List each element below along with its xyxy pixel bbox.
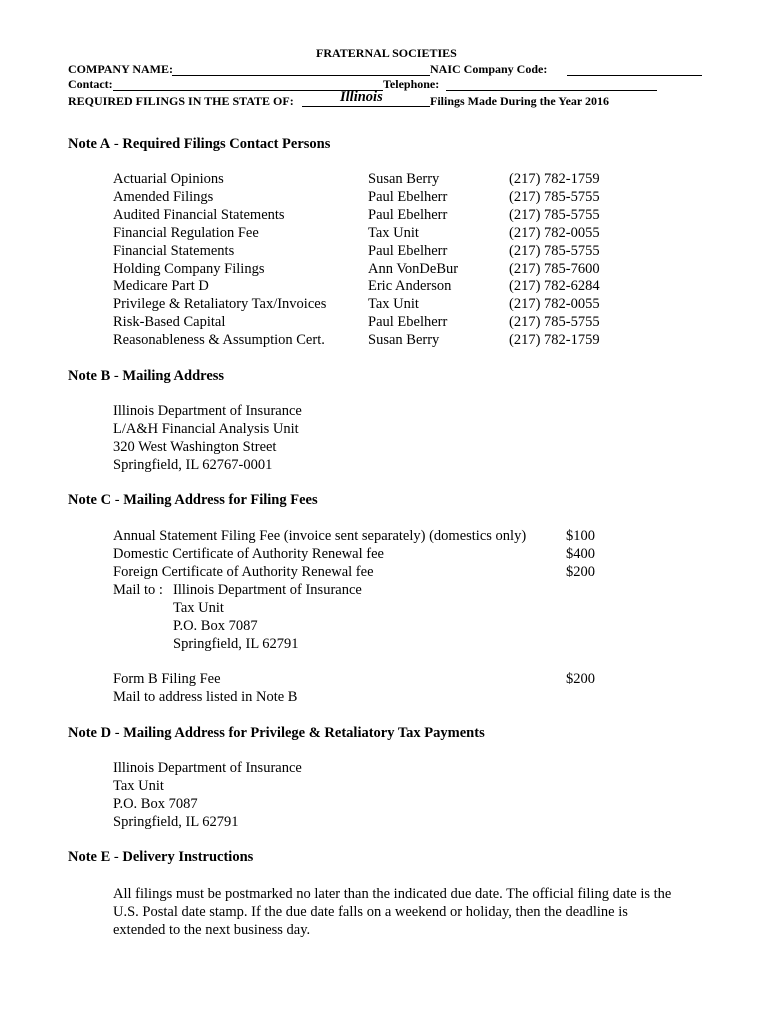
mail-to-row <box>113 582 713 600</box>
note-a-title: Required Filings Contact Persons <box>122 136 331 152</box>
note-d-heading: Note D - Mailing Address for Privilege & Retaliatory Tax Payments <box>68 725 485 741</box>
contact-phone: (217) 782-1759 <box>509 171 600 187</box>
contact-name: Tax Unit <box>368 296 419 313</box>
note-b-letter: Note B <box>68 368 111 384</box>
instruction-line: extended to the next business day. <box>113 922 311 938</box>
filing-name: Audited Financial Statements <box>113 206 285 223</box>
filing-name: Financial Regulation Fee <box>113 224 259 241</box>
note-e-heading: Note E - Delivery Instructions <box>68 849 254 865</box>
address-line: Tax Unit <box>113 777 164 794</box>
note-a-heading: Note A - Required Filings Contact Persons <box>68 136 331 152</box>
form-b-mail-text: Mail to address listed in Note B <box>113 689 298 705</box>
note-a-letter: Note A <box>68 136 111 152</box>
contact-name: Paul Ebelherr <box>368 314 448 331</box>
address-line: Illinois Department of Insurance <box>113 403 302 419</box>
note-b-title: Mailing Address <box>122 368 225 384</box>
note-d-letter: Note D <box>68 725 112 741</box>
address-line: P.O. Box 7087 <box>173 617 258 634</box>
document-title: FRATERNAL SOCIETIES <box>316 46 457 60</box>
filing-name: Holding Company Filings <box>113 260 265 277</box>
address-line: Springfield, IL 62791 <box>173 635 299 652</box>
filing-name: Actuarial Opinions <box>113 171 224 187</box>
filing-name: Financial Statements <box>113 242 235 259</box>
delivery-instructions <box>113 885 713 939</box>
contact-phone: (217) 785-5755 <box>509 314 600 331</box>
contact-name: Susan Berry <box>368 171 440 187</box>
telephone-field[interactable] <box>446 90 657 91</box>
fee-row <box>113 564 713 582</box>
contact-row <box>113 189 713 207</box>
contact-phone: (217) 785-5755 <box>509 188 600 205</box>
contact-row <box>113 243 713 261</box>
fee-amount: $400 <box>566 546 595 562</box>
note-e-title: Delivery Instructions <box>122 849 254 865</box>
contact-row <box>113 261 713 279</box>
note-e-letter: Note E <box>68 849 111 865</box>
fee-row <box>113 546 713 564</box>
contact-row <box>113 225 713 243</box>
note-c-letter: Note C <box>68 492 112 508</box>
form-b-fee-row <box>113 671 713 689</box>
fee-amount: $100 <box>566 528 595 544</box>
contact-row <box>113 207 713 225</box>
contact-phone: (217) 785-5755 <box>509 242 600 259</box>
telephone-label: Telephone: <box>383 77 440 91</box>
address-line: Springfield, IL 62791 <box>113 813 239 830</box>
address-line: 320 West Washington Street <box>113 438 277 455</box>
note-b-heading: Note B - Mailing Address <box>68 368 225 384</box>
contact-phone: (217) 782-1759 <box>509 332 600 349</box>
address-line: L/A&H Financial Analysis Unit <box>113 420 299 437</box>
address-line: P.O. Box 7087 <box>113 795 198 812</box>
contact-phone: (217) 782-0055 <box>509 296 600 313</box>
filing-name: Risk-Based Capital <box>113 314 226 331</box>
contact-label: Contact: <box>68 77 113 91</box>
fee-row <box>113 528 713 546</box>
filing-name: Privilege & Retaliatory Tax/Invoices <box>113 296 327 313</box>
contact-name: Paul Ebelherr <box>368 242 448 259</box>
required-filings-label: REQUIRED FILINGS IN THE STATE OF: <box>68 94 294 108</box>
filing-name: Amended Filings <box>113 188 214 205</box>
fee-label: Annual Statement Filing Fee (invoice sent separately) (domestics only) <box>113 528 527 544</box>
mailing-address-block <box>113 403 302 475</box>
fee-label: Domestic Certificate of Authority Renewal fee <box>113 546 384 562</box>
filing-name: Reasonableness & Assumption Cert. <box>113 332 325 349</box>
contact-name: Eric Anderson <box>368 278 452 295</box>
contact-phone: (217) 785-5755 <box>509 206 600 223</box>
form-b-mail-row <box>113 689 713 707</box>
filing-name: Medicare Part D <box>113 278 209 295</box>
contact-name: Paul Ebelherr <box>368 188 448 205</box>
state-field-underline <box>302 106 430 107</box>
contact-row <box>113 314 713 332</box>
tax-payment-address <box>113 760 302 832</box>
contact-row <box>113 278 713 296</box>
instruction-line: All filings must be postmarked no later than the indicated due date. The official filing date is the <box>113 886 672 902</box>
filings-year-label: Filings Made During the Year 2016 <box>430 94 609 108</box>
company-name-label: COMPANY NAME: <box>68 62 173 76</box>
contact-phone: (217) 782-6284 <box>509 278 600 295</box>
fee-label: Foreign Certificate of Authority Renewal fee <box>113 564 374 580</box>
form-b-fee-label: Form B Filing Fee <box>113 671 221 687</box>
instruction-line: U.S. Postal date stamp. If the due date falls on a weekend or holiday, then the deadline is <box>113 904 628 920</box>
contact-phone: (217) 782-0055 <box>509 224 600 241</box>
address-line: Tax Unit <box>173 600 224 616</box>
address-line: Illinois Department of Insurance <box>113 760 302 776</box>
naic-code-field[interactable] <box>567 75 702 76</box>
note-c-title: Mailing Address for Filing Fees <box>123 492 318 508</box>
contact-phone: (217) 785-7600 <box>509 260 600 277</box>
naic-code-label: NAIC Company Code: <box>430 62 548 76</box>
mail-to-label: Mail to : <box>113 582 163 598</box>
mail-to-line: Illinois Department of Insurance <box>173 582 362 598</box>
note-c-heading: Note C - Mailing Address for Filing Fees <box>68 492 318 508</box>
contact-row <box>113 171 713 189</box>
form-b-fee-amount: $200 <box>566 671 595 687</box>
mail-to-address <box>173 600 299 654</box>
address-line: Springfield, IL 62767-0001 <box>113 456 273 473</box>
fee-amount: $200 <box>566 564 595 580</box>
contact-row <box>113 332 713 350</box>
note-d-title: Mailing Address for Privilege & Retaliatory Tax Payments <box>123 725 485 741</box>
contact-name: Susan Berry <box>368 332 440 349</box>
contact-name: Tax Unit <box>368 224 419 241</box>
contact-name: Ann VonDeBur <box>368 260 459 277</box>
state-value[interactable]: Illinois <box>340 89 383 105</box>
company-name-field[interactable] <box>172 75 430 76</box>
contact-name: Paul Ebelherr <box>368 206 448 223</box>
contact-row <box>113 296 713 314</box>
